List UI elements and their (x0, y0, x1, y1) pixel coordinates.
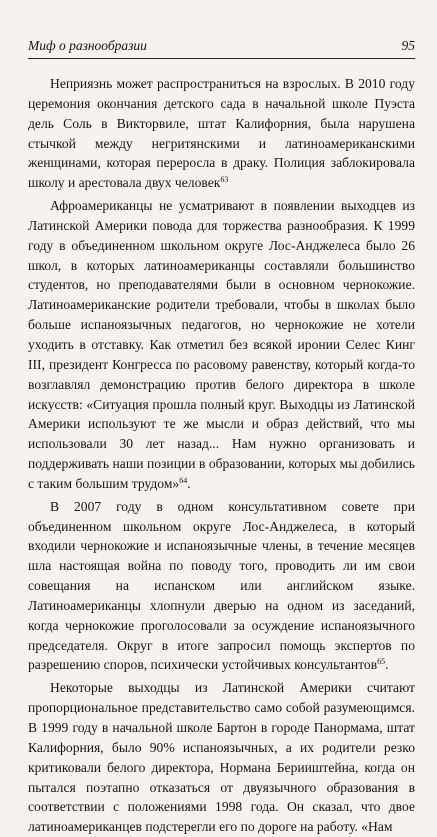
paragraph-4-text: Некоторые выходцы из Латинской Америки считают пропорциональное представительство само собой разумеющимся. В 1999 году в начальной школе Бартон в городе Панормама, штат Калифорния, было 90% испаноязычных, а их родители резко критиковали белого директора, Нормана Берииштейна, когда он пытался поэтапно отказаться от двуязычного образования в соответствии с положениями 1998 года. Он сказал, что двое латиноамериканцев подстерегли его по дороге на работу. «Нам (28, 680, 415, 835)
running-head-title: Миф о разнообразии (28, 38, 147, 53)
footnote-ref-63: 63 (220, 175, 229, 185)
paragraph-2: Афроамериканцы не усматривают в появлении выходцев из Латинской Америки повода для торжества разнообразия. К 1999 году в объединенном школьном округе Лос-Анджелеса было 26 школ, в которых латиноамериканцы составляли большинство студентов, но преподавателями были в основном чернокожие. Латиноамериканские родители требовали, чтобы в школах было больше испаноязычных педагогов, но чернокожие не хотели уходить в отставку. Как отметил без всякой иронии Селес Кинг III, президент Конгресса по расовому равенству, который когда-то возглавлял демонстрацию против белого директора в школе искусств: «Ситуация прошла полный круг. Выходцы из Латинской Америки используют те же мысли и образ действий, что мы использовали 30 лет назад... Нам нужно организовать и поддерживать наши позиции в образовании, которых мы добились с таким большим трудом»$^{64}$. (28, 198, 415, 491)
paragraph-1-text: Неприязнь может распространиться на взрослых. В 2010 году церемония окончания детского сада в начальной школе Пуэста дель Соль в Викторвиле, штат Калифорния, была нарушена стычкой между негритянскими и латиноамериканскими женщинами, которая переросла в драку. Полиция заблокировала школу и арестовала двух человек (28, 76, 415, 191)
paragraph-3: В 2007 году в одном консультативном совете при объединенном школьном округе Лос-Анджелеса, в который входили чернокожие и испаноязычные члены, в течение месяцев шла настоящая война по поводу того, проводить ли им свои совещания на испанском или английском языке. Латиноамериканцы хлопнули дверью на одном из заседаний, когда чернокожие проголосовали за осуждение испаноязычного председателя. Округ в итоге запросил помощь экспертов по разрешению споров, психически устойчивых консультантов$^{65}$. (28, 498, 415, 673)
footnote-ref-64: 64 (179, 475, 188, 485)
paragraph-3-text: В 2007 году в одном консультативном совете при объединенном школьном округе Лос-Анджелеса, в который входили чернокожие и испаноязычные члены, в течение месяцев шла настоящая война по поводу того, проводить ли им свои совещания на испанском или английском языке. Латиноамериканцы хлопнули дверью на одном из заседаний, когда чернокожие проголосовали за осуждение испаноязычного председателя. Округ в итоге запросил помощь экспертов по разрешению споров, психически устойчивых консультантов (28, 498, 415, 673)
page-number: 95 (401, 38, 415, 53)
running-head (28, 38, 415, 59)
paragraph-1 (28, 74, 415, 193)
paragraph-2-text: Афроамериканцы не усматривают в появлении выходцев из Латинской Америки повода для торжества разнообразия. К 1999 году в объединенном школьном округе Лос-Анджелеса было 26 школ, в которых латиноамериканцы составляли большинство студентов, но преподавателями были в основном чернокожие. Латиноамериканские родители требовали, чтобы в школах было больше испаноязычных педагогов, но чернокожие не хотели уходить в отставку. Как отметил без всякой иронии Селес Кинг III, президент Конгресса по расовому равенству, который когда-то возглавлял демонстрацию против белого директора в школе искусств: «Ситуация прошла полный круг. Выходцы из Латинской Америки используют те же мысли и образ действий, что мы использовали 30 лет назад... Нам нужно организовать и поддерживать наши позиции в образовании, которых мы добились с таким большим трудом» (28, 198, 415, 491)
footnote-ref-65: 65 (377, 657, 386, 667)
paragraph-4 (28, 678, 415, 837)
body-text (28, 74, 415, 837)
